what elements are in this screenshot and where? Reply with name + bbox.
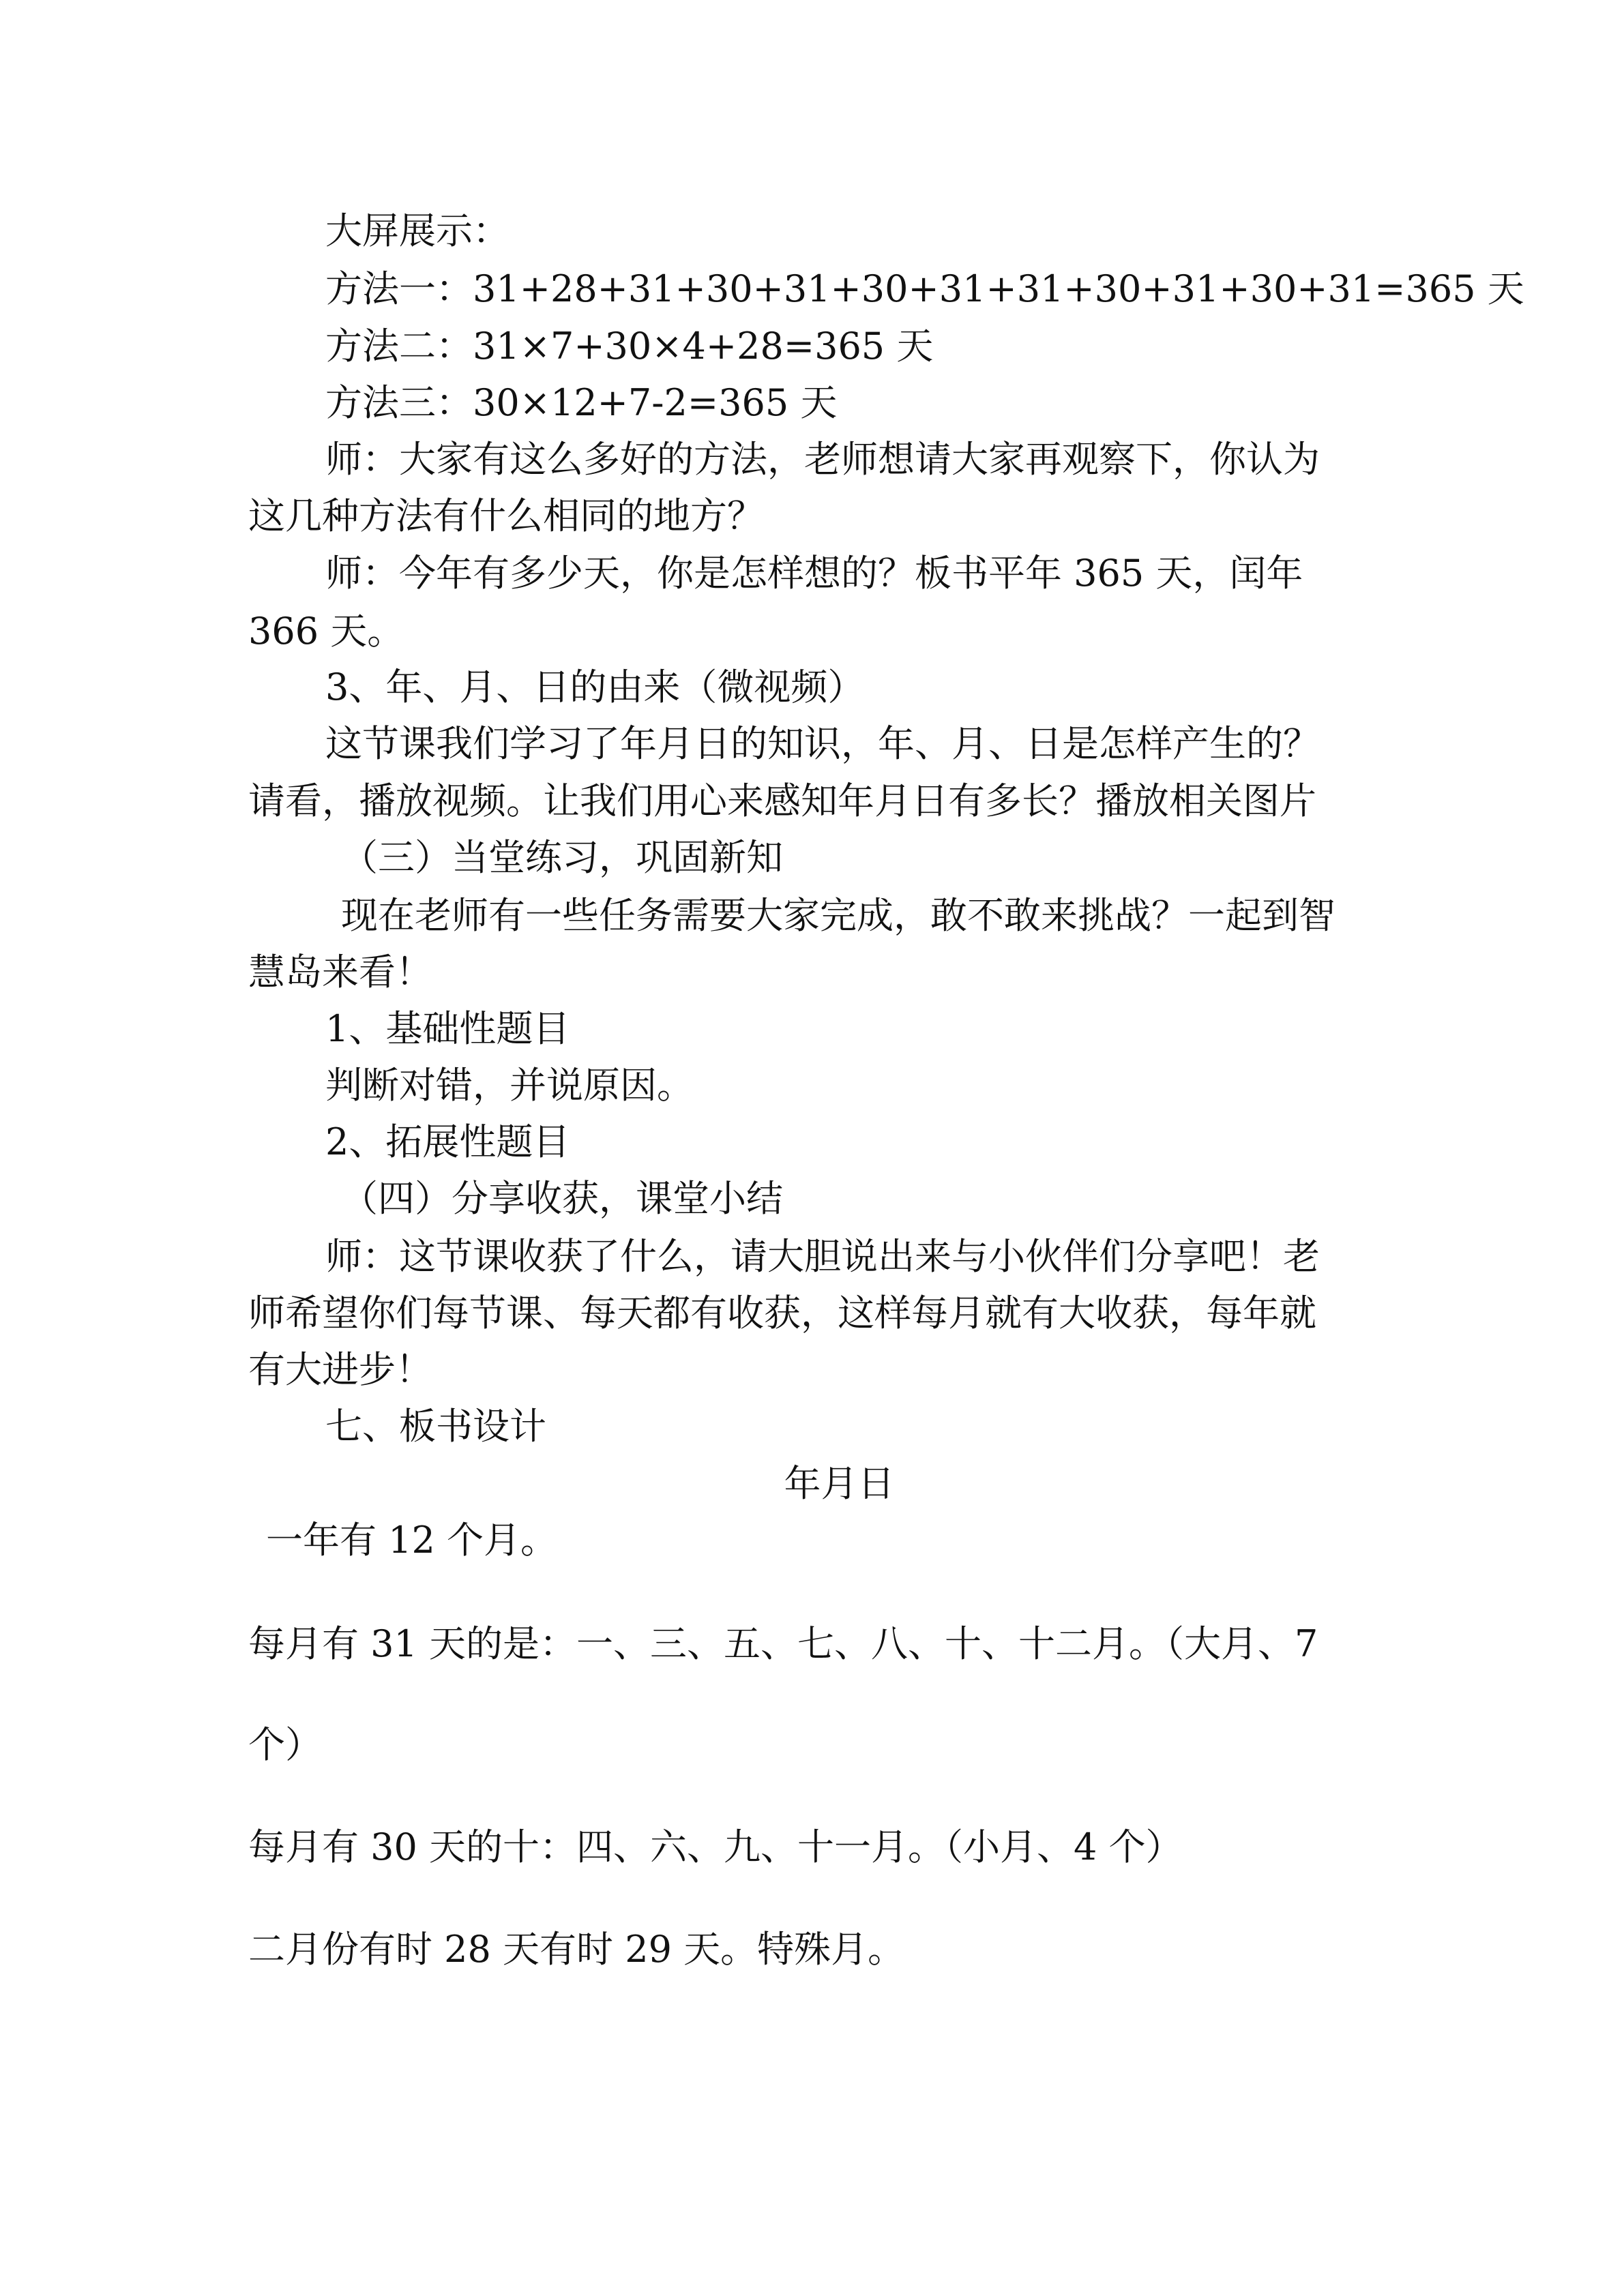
board-text: 个） (248, 1723, 322, 1766)
paragraph-text: 大屏展示： (325, 209, 510, 252)
paragraph-text: 有大进步！ (248, 1348, 432, 1391)
board-title-text: 年月日 (784, 1462, 895, 1505)
board-text: 每月有 31 天的是：一、三、五、七、八、十、十二月。（大月、7 (248, 1622, 1318, 1665)
paragraph-text: 师：今年有多少天，你是怎样想的？板书平年 365 天，闰年 (325, 552, 1303, 595)
paragraph-text: 师：大家有这么多好的方法，老师想请大家再观察下，你认为 (325, 438, 1320, 481)
paragraph-text: 现在老师有一些任务需要大家完成，敢不敢来挑战？一起到智 (341, 894, 1335, 937)
paragraph-text: 方法一：31+28+31+30+31+30+31+31+30+31+30+31=365 天 (325, 267, 1524, 310)
paragraph-text: 判断对错，并说原因。 (325, 1064, 694, 1107)
paragraph-text: 366 天。 (248, 610, 404, 653)
paragraph-text: 师希望你们每节课、每天都有收获，这样每月就有大收获，每年就 (248, 1292, 1316, 1335)
paragraph-text: 方法二：31×7+30×4+28=365 天 (325, 325, 934, 368)
paragraph-text: 3、年、月、日的由来（微视频） (325, 666, 865, 709)
paragraph-text: 2、拓展性题目 (325, 1120, 570, 1163)
paragraph-text: 1、基础性题目 (325, 1007, 570, 1050)
paragraph-text: 师：这节课收获了什么，请大胆说出来与小伙伴们分享吧！老 (325, 1235, 1320, 1278)
paragraph-text: 这几种方法有什么相同的地方？ (248, 494, 764, 537)
board-text: 一年有 12 个月。 (266, 1519, 558, 1562)
paragraph-text: （四）分享收获，课堂小结 (341, 1177, 783, 1220)
paragraph-text: 慧岛来看！ (248, 951, 432, 994)
board-text: 二月份有时 28 天有时 29 天。特殊月。 (248, 1928, 905, 1971)
paragraph-text: 方法三：30×12+7-2=365 天 (325, 381, 838, 424)
paragraph-text: 七、板书设计 (325, 1405, 546, 1448)
paragraph-text: 请看，播放视频。让我们用心来感知年月日有多长？播放相关图片 (248, 779, 1316, 822)
board-text: 每月有 30 天的十：四、六、九、十一月。（小月、4 个） (248, 1825, 1183, 1868)
paragraph-text: 这节课我们学习了年月日的知识，年、月、日是怎样产生的？ (325, 722, 1320, 765)
paragraph-text: （三）当堂练习，巩固新知 (341, 836, 783, 879)
